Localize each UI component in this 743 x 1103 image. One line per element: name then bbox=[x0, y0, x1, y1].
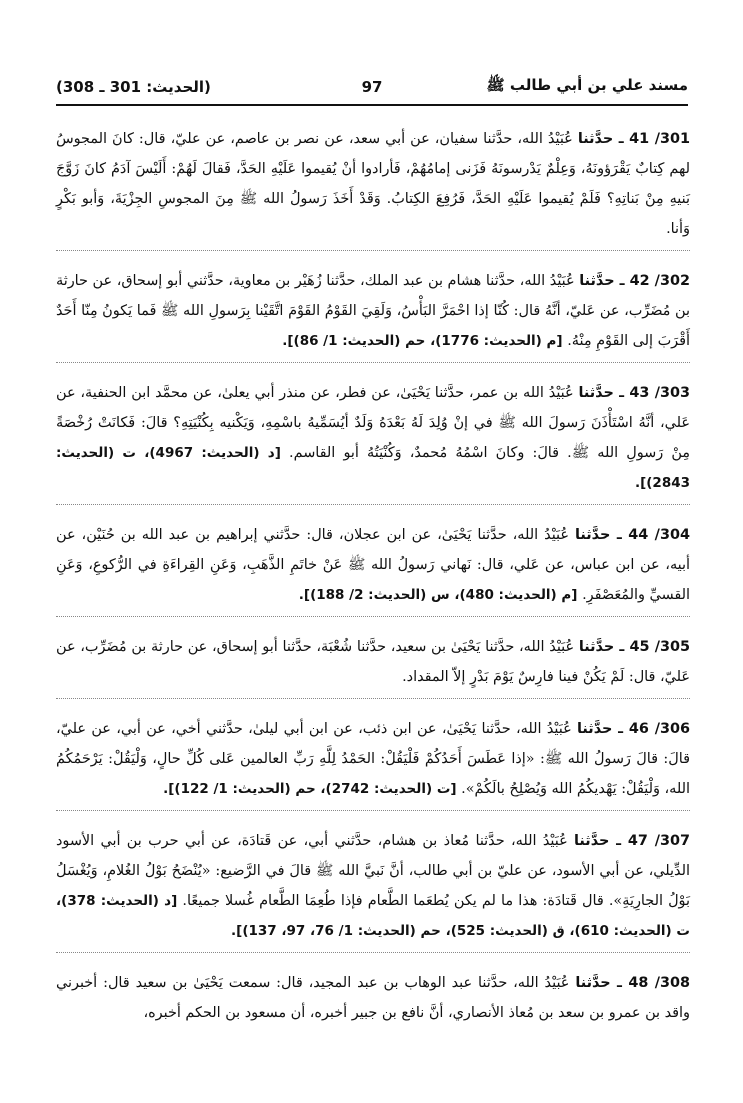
hadith-number: 308/ 48 ـ حدَّثنا bbox=[575, 975, 690, 991]
hadith-number: 305/ 45 ـ حدَّثنا bbox=[578, 639, 690, 655]
hadith-reference: [م (الحديث: 480)، س (الحديث: 2/ 188)]. bbox=[298, 587, 578, 603]
hadith-reference: [د (الحديث: 378)، ت (الحديث: 610)، ق (الحديث: 525)، حم (الحديث: 1/ 76، 97، 137)]. bbox=[56, 893, 690, 939]
hadith-number: 304/ 44 ـ حدَّثنا bbox=[575, 527, 690, 543]
hadith-number: 303/ 43 ـ حدَّثنا bbox=[578, 385, 690, 401]
page-number: 97 bbox=[361, 78, 383, 96]
page-body bbox=[56, 124, 690, 1049]
hadith-text: عُبَيْدُ الله، حدَّثنا سفيان، عن أبي سعد، عن نصر بن عاصم، عن عليّ، قال: كانَ المجوسُ لهم كِتابٌ يَقْرَؤونَهُ، وَعِلْمٌ يَدْرسونَهُ فَزَنى إمامُهُمْ، فَأرادوا أنْ يُقيموا عَلَيْهِ الحَدَّ، فَقالَ لَهُمْ: أَلَيْسَ آدَمُ كانَ زَوَّجَ بَنيهِ مِنْ بَناتِهِ؟ فَلَمْ يُقيموا عَلَيْهِ الحَدَّ، فَرُفِعَ الكِتابُ. وَقَدْ أَخَذَ رَسولُ الله ﷺ مِنَ المجوسِ الجِزْيَةَ، وَأبو بَكْرٍ وَأنا. bbox=[56, 131, 690, 237]
hadith-text: عُبَيْدُ الله، حدَّثنا عبد الوهاب بن عبد المجيد، قال: سمعت يَحْيَىٰ بن سعيد قال: أخبرني واقد بن عمرو بن سعد بن مُعاذ الأنصاري، أنَّ نافع بن جبير أخبره، أن مسعود بن الحكم أخبره، bbox=[56, 975, 690, 1021]
hadith-range: (الحديث: 301 ـ 308) bbox=[56, 78, 211, 96]
hadith-302 bbox=[56, 266, 690, 363]
book-title: مسند علي بن أبي طالب ﷺ bbox=[486, 76, 688, 94]
hadith-text: عُبَيْدُ الله بن عمر، حدَّثنا يَحْيَىٰ، عن فطر، عن منذر أبي يعلىٰ، عن محمَّد ابن الحنفية، عن عَلي، أنَّهُ اسْتَأْذَنَ رَسولَ الله ﷺ في إنْ وُلِدَ لَهُ بَعْدَهُ وَلَدٌ أيُسَمِّيهُ باسْمِهِ، وَيَكْنيه بِكُنْيَتِهِ؟ قالَ: فَكانَتْ رُخْصَةً مِنْ رَسولِ الله ﷺ. قالَ: وكانَ اسْمُهُ مُحمدٌ، وَكُنْيَتُهُ أبو القاسم. bbox=[56, 385, 690, 461]
hadith-303 bbox=[56, 378, 690, 505]
hadith-305 bbox=[56, 632, 690, 699]
hadith-306 bbox=[56, 714, 690, 811]
hadith-number: 301/ 41 ـ حدَّثنا bbox=[577, 131, 690, 147]
hadith-text: عُبَيْدُ الله، حدَّثنا يَحْيَىٰ، عن ابن ذئب، عن ابن أبي ليلىٰ، حدَّثني أخي، عن أبي، عن عليّ، قالَ: قالَ رَسولُ الله ﷺ: «إذا عَطَسَ أَحَدُكُمْ فَلْيَقُلْ: الحَمْدُ لِلَّهِ رَبِّ العالمين عَلى كُلِّ حالٍ، وَلْيَقُلْ: يَرْحَمُكُمُ الله، وَلْيَقُلْ: يَهْديكُمُ الله وَيُصْلِحُ بالَكُمْ». bbox=[56, 721, 690, 797]
hadith-text: عُبَيْدُ الله، حدَّثنا يَحْيَىٰ، عن ابن عجلان، قال: حدَّثني إبراهيم بن عبد الله بن حُنَيْن، عن أبيه، عن ابن عباس، عن عَلي، قال: نَهاني رَسولُ الله ﷺ عَنْ خاتَمِ الذَّهَبِ، وَعَنِ القِراءَةِ في الرُّكوعِ، وَعَنِ القسيِّ والمُعَصْفَرِ. bbox=[56, 527, 690, 603]
hadith-308 bbox=[56, 968, 690, 1034]
hadith-reference: [ت (الحديث: 2742)، حم (الحديث: 1/ 122)]. bbox=[163, 781, 457, 797]
hadith-307 bbox=[56, 826, 690, 953]
hadith-text: عُبَيْدُ الله، حدَّثنا يَحْيَىٰ بن سعيد، حدَّثنا شُعْبَة، حدَّثنا أبو إسحاق، عن حارثة بن مُضَرِّب، عن عَليّ، قال: لَمْ يَكُنْ فينا فارِسٌ يَوْمَ بَدْرٍ إلاّ المقداد. bbox=[56, 639, 690, 685]
hadith-reference: [د (الحديث: 4967)، ت (الحديث: 2843)]. bbox=[56, 445, 690, 491]
hadith-reference: [م (الحديث: 1776)، حم (الحديث: 1/ 86)]. bbox=[282, 333, 563, 349]
running-header bbox=[56, 72, 688, 102]
hadith-number: 307/ 47 ـ حدَّثنا bbox=[574, 833, 690, 849]
hadith-number: 306/ 46 ـ حدَّثنا bbox=[577, 721, 691, 737]
hadith-text: عُبَيْدُ الله، حدَّثنا مُعاذ بن هشام، حدَّثني أبي، عن قَتادَة، عن أبي حرب بن أبي الأسود الدِّيلي، عن أبي الأسود، عن عليّ بن أبي طالب، أنَّ نَبيَّ الله ﷺ قالَ في الرَّضيع: «يُنْضَحُ بَوْلُ الغُلامِ، وَيُغْسَلُ بَوْلُ الجارِيَةِ». قال قَتادَة: هذا ما لم يكن يُطعَما الطَّعام فإذا طُعِمَا الطَّعام غُسلا جميعًا. bbox=[56, 833, 690, 909]
hadith-number: 302/ 42 ـ حدَّثنا bbox=[579, 273, 690, 289]
hadith-301 bbox=[56, 124, 690, 251]
hadith-text: عُبَيْدُ الله، حدَّثنا هشام بن عبد الملك، حدَّثنا زُهَيْر بن معاوية، حدَّثني أبو إسحاق، عن حارثة بن مُضَرِّب، عن عَليّ، أنَّهُ قال: كُنّا إذا احْمَرَّ البَأْسُ، وَلَقِيَ القَوْمُ القَوْمَ اتَّقَيْنا بِرَسولِ الله ﷺ فَما يَكونُ مِنّا أَحَدٌ أَقْرَبَ إلى القَوْمِ مِنْهُ. bbox=[56, 273, 690, 349]
hadith-304 bbox=[56, 520, 690, 617]
header-rule bbox=[56, 104, 688, 106]
